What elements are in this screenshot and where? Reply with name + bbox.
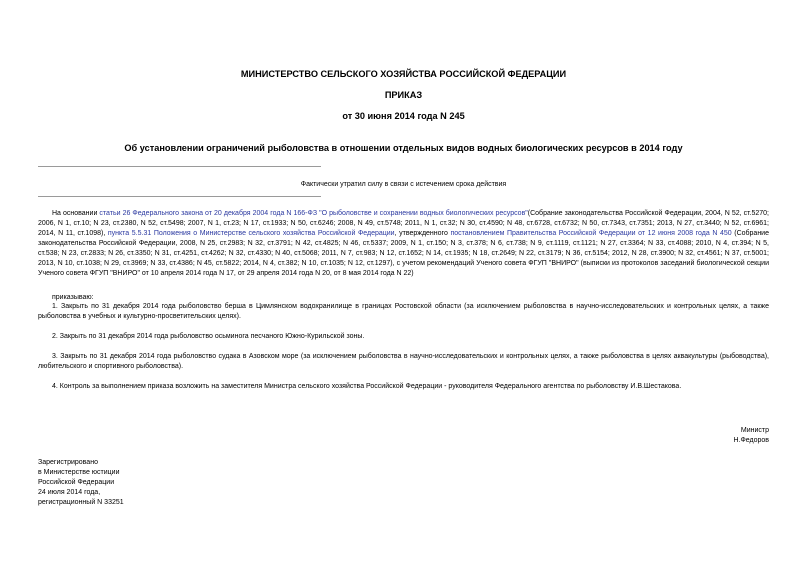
divider-bottom	[38, 196, 321, 197]
registration-line: 24 июля 2014 года,	[38, 489, 101, 496]
registration-line: в Министерстве юстиции	[38, 469, 120, 476]
document-date-number: от 30 июня 2014 года N 245	[342, 111, 465, 121]
divider-top	[38, 166, 321, 167]
legal-basis-paragraph	[38, 209, 769, 279]
federal-law-link[interactable]: статьи 26 Федерального закона от 20 декабря 2004 года N 166-ФЗ "О рыболовстве и сохранении водных биологических ресурсов"	[99, 210, 528, 217]
validity-status: Фактически утратил силу в связи с истечением срока действия	[300, 181, 507, 188]
order-item-4: 4. Контроль за выполнением приказа возложить на заместителя Министра сельского хозяйства Российской Федерации - руководителя Федерального агентства по рыболовству И.В.Шестакова.	[52, 383, 682, 390]
basis-prefix: На основании	[52, 210, 100, 217]
registration-line: Российской Федерации	[38, 479, 115, 486]
basis-middle: (Собрание законодательства Российской Федерации, 2004, N 52, ст.5270; 2006, N 1, ст.10; N 23, ст.2380, N 52, ст.5498; 2007, N 1, ст.23; N 17, ст.1933; N 50, ст.6246; 2008, N 49, ст.5748; 2011, N 1, ст.32; N 30, ст.4590; N 48, ст.6728, ст.6732; N 50, ст.7343, ст.7351; 2013, N 27, ст.3440; N 52, ст.6961; 2014, N 11, ст.1098),	[38, 210, 769, 237]
ministry-heading: МИНИСТЕРСТВО СЕЛЬСКОГО ХОЗЯЙСТВА РОССИЙСКОЙ ФЕДЕРАЦИИ	[240, 69, 567, 79]
basis-suffix: (Собрание законодательства Российской Федерации, 2008, N 25, ст.2983; N 32, ст.3791; N 42, ст.4825; N 46, ст.5337; 2009, N 1, ст.150; N 3, ст.378; N 6, ст.738; N 9, ст.1119, ст.1121; N 27, ст.3364; N 33, ст.4088; 2010, N 4, ст.394; N 5, ст.538; N 23, ст.2833; N 26, ст.3350; N 31, ст.4251, ст.4262; N 32, ст.4330; N 40, ст.5068; 2011, N 7, ст.983; N 12, ст.1652; N 14, ст.1935; N 18, ст.2649; N 22, ст.3179; N 36, ст.5154; 2012, N 28, ст.3900; N 32, ст.4561; N 37, ст.5001; 2013, N 10, ст.1038; N 29, ст.3969; N 33, ст.4386; N 45, ст.5822; 2014, N 4, ст.382; N 10, ст.1035; N 12, ст.1297), с учетом рекомендаций Ученого совета ФГУП "ВНИРО" (выписки из протоколов заседаний биологической секции Ученого совета ФГУП "ВНИРО" от 10 апреля 2014 года N 17, от 29 апреля 2014 года N 20, от 8 мая 2014 года N 22)	[38, 230, 769, 277]
order-word: приказываю:	[52, 294, 94, 301]
order-item-2: 2. Закрыть по 31 декабря 2014 года рыболовство осьминога песчаного Южно-Курильской зоны.	[52, 333, 365, 340]
document-subject: Об установлении ограничений рыболовства в отношении отдельных видов водных биологических ресурсов в 2014 году	[124, 143, 683, 153]
ministry-regulation-link[interactable]: пункта 5.5.31 Положения о Министерстве сельского хозяйства Российской Федерации	[107, 230, 395, 237]
order-item-3: 3. Закрыть по 31 декабря 2014 года рыболовство судака в Азовском море (за исключением рыболовства в научно-исследовательских и контрольных целях, а также рыболовства в целях аквакультуры (рыбоводства), любительского и спортивного рыболовства).	[38, 353, 769, 370]
signatory-position: Министр	[740, 427, 769, 434]
document-type: ПРИКАЗ	[384, 90, 423, 100]
order-item-1: 1. Закрыть по 31 декабря 2014 года рыболовство берша в Цимлянском водохранилище в границах Ростовской области (за исключением рыболовства в научно-исследовательских и контрольных целях, а также рыболовства в учебных и культурно-просветительских целях).	[38, 303, 769, 320]
registration-line: Зарегистрировано	[38, 459, 98, 466]
basis-middle2: , утвержденного	[394, 230, 451, 237]
registration-number: регистрационный N 33251	[38, 499, 124, 506]
government-decree-link[interactable]: постановлением Правительства Российской Федерации от 12 июня 2008 года N 450	[450, 230, 732, 237]
signatory-name: Н.Федоров	[733, 437, 769, 444]
